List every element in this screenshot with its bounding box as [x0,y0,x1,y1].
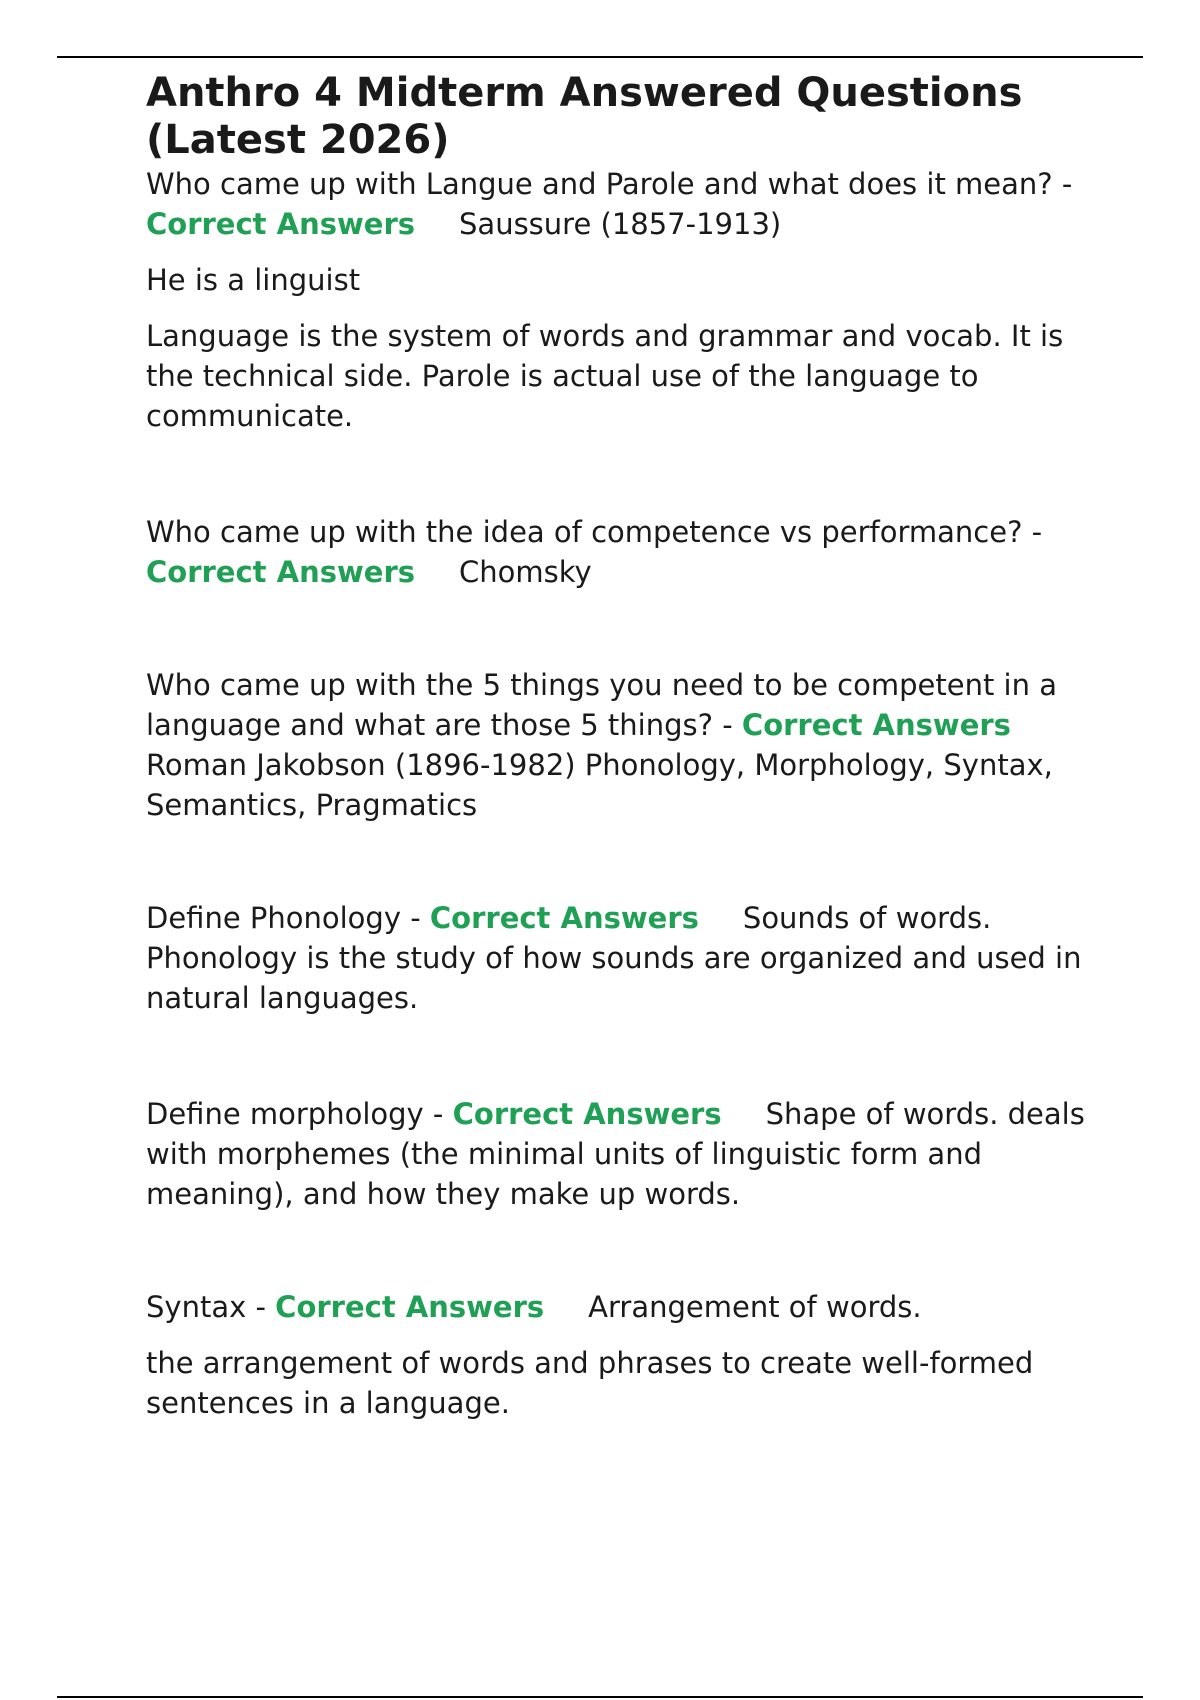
answer-extra: He is a linguist [146,263,361,297]
title-line-2: (Latest 2026) [146,117,450,163]
qa-item [146,665,1106,825]
document-title [146,70,1106,164]
answer-text: Chomsky [459,555,592,589]
document-body [146,70,1106,1423]
title-line-1: Anthro 4 Midterm Answered Questions [146,70,1023,116]
qa-item [146,1287,1106,1423]
answer-text: Saussure (1857-1913) [459,207,782,241]
question-text: Define morphology - [146,1097,444,1131]
question-text: Who came up with the 5 things you need to be competent in a language and what are those 5 things? - [146,668,1057,742]
qa-item [146,164,1106,436]
question-text: Who came up with Langue and Parole and what does it mean? - [146,167,1073,201]
question-text: Who came up with the idea of competence vs performance? - [146,515,1043,549]
answer-extra: the arrangement of words and phrases to create well-formed sentences in a language. [146,1346,1034,1420]
qa-question-line [146,164,1106,244]
top-rule [57,56,1143,58]
answer-text: Shape of words. deals with morphemes (the minimal units of linguistic form and meaning), and how they make up words. [146,1097,1085,1211]
bottom-rule [57,1696,1143,1698]
answer-text: Sounds of words. Phonology is the study of how sounds are organized and used in natural languages. [146,901,1082,1015]
correct-answers-label: Correct Answers [741,708,1011,742]
qa-question-line [146,1094,1106,1214]
answer-extra: Language is the system of words and grammar and vocab. It is the technical side. Parole is actual use of the language to communicate. [146,319,1064,433]
qa-question-line [146,1287,1106,1327]
qa-question-line [146,665,1106,825]
answer-text: Roman Jakobson (1896-1982) Phonology, Morphology, Syntax, Semantics, Pragmatics [146,748,1053,822]
question-text: Syntax - [146,1290,266,1324]
correct-answers-label: Correct Answers [452,1097,722,1131]
correct-answers-label: Correct Answers [275,1290,545,1324]
qa-question-line [146,898,1106,1018]
qa-item [146,1094,1106,1214]
correct-answers-label: Correct Answers [146,555,416,589]
qa-question-line [146,512,1106,592]
correct-answers-label: Correct Answers [146,207,416,241]
qa-item [146,898,1106,1018]
question-text: Define Phonology - [146,901,421,935]
qa-item [146,512,1106,592]
answer-text: Arrangement of words. [588,1290,922,1324]
correct-answers-label: Correct Answers [429,901,699,935]
